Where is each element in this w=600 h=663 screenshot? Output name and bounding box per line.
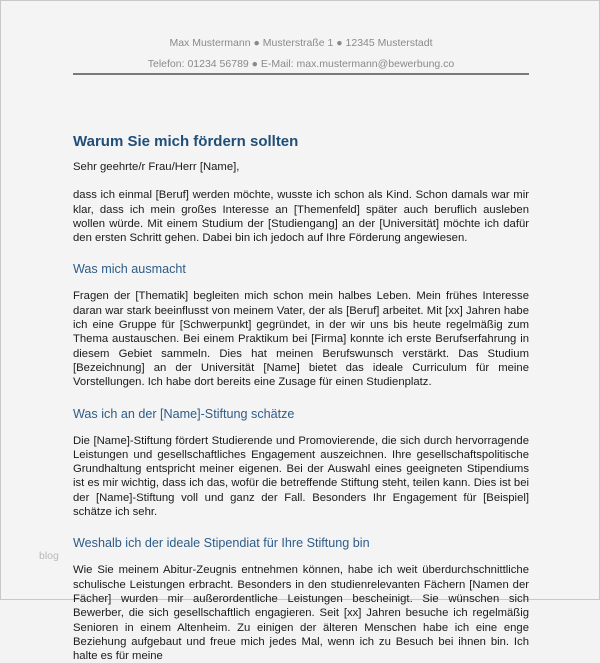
letter-header xyxy=(73,35,529,72)
sender-address: Max Mustermann ● Musterstraße 1 ● 12345 Musterstadt xyxy=(169,37,433,49)
section-heading-foundation: Was ich an der [Name]-Stiftung schätze xyxy=(73,406,295,421)
section-paragraph-about-me: Fragen der [Thematik] begleiten mich schon mein halbes Leben. Mein frühes Interesse daran war stark beeinflusst von meinem Vater, der als [Beruf] arbeitet. Mit [xx] Jahren habe ich eine Gruppe für [Schwerpunkt] gegründet, in der wir uns bis heute regelmäßig zum Thema austauschen. Bei einem Praktikum bei [Firma] konnte ich erste Berufserfahrung in diesem Gebiet sammeln. Dies hat meinen Berufswunsch verstärkt. Das Studium [Bezeichnung] an der Universität [Name] bietet das ideale Curriculum für meine Vorstellungen. Ich habe dort bereits eine Zusage für einen Studienplatz. xyxy=(73,290,529,389)
section-heading-about-me: Was mich ausmacht xyxy=(73,262,186,277)
intro-paragraph: dass ich einmal [Beruf] werden möchte, wusste ich schon als Kind. Schon damals war mir klar, dass ich mein großes Interesse an [Themenfeld] später auch beruflich ausleben wollen würde. Mit einem Studium der [Studiengang] an der [Universität] möchte ich dafür den ersten Schritt gehen. Dabei bin ich jedoch auf Ihre Förderung angewiesen. xyxy=(73,189,529,245)
salutation: Sehr geehrte/r Frau/Herr [Name], xyxy=(73,161,240,173)
sender-contact: Telefon: 01234 56789 ● E-Mail: max.mustermann@bewerbung.co xyxy=(147,58,455,70)
section-paragraph-ideal-candidate: Wie Sie meinem Abitur-Zeugnis entnehmen können, habe ich weit überdurchschnittliche schulische Leistungen erbracht. Besonders in den studienrelevanten Fächern [Namen der Fächer] wurden mir außerordentliche Leistungen bescheinigt. Sie wünschen sich Bewerber, die sich gesellschaftlich engagieren. Seit [xx] Jahren besuche ich regelmäßig Senioren in einem Altenheim. Zu einigen der älteren Menschen habe ich eine enge Beziehung aufgebaut und freue mich jedes Mal, wenn ich zu Besuch bei ihnen bin. Ich halte es für meine xyxy=(73,564,529,663)
watermark-label: blog xyxy=(39,550,59,562)
section-heading-ideal-candidate: Weshalb ich der ideale Stipendiat für Ihre Stiftung bin xyxy=(73,536,370,551)
section-paragraph-foundation: Die [Name]-Stiftung fördert Studierende und Promovierende, die sich durch hervorragende Leistungen und gesellschaftliches Engagement auszeichnen. Ihre gesellschaftspolitische Grundhaltung entspricht meiner eigenen. Bei der Auswahl eines geeigneten Stipendiums ist es mir wichtig, dass ich das, wofür die betreffende Stiftung steht, teilen kann. Dies ist bei der [Name]-Stiftung voll und ganz der Fall. Besonders Ihr Engagement für [Beispiel] schätze ich sehr. xyxy=(73,434,529,519)
header-divider xyxy=(73,73,529,75)
letter-title: Warum Sie mich fördern sollten xyxy=(73,133,299,150)
letter-body xyxy=(73,133,529,663)
